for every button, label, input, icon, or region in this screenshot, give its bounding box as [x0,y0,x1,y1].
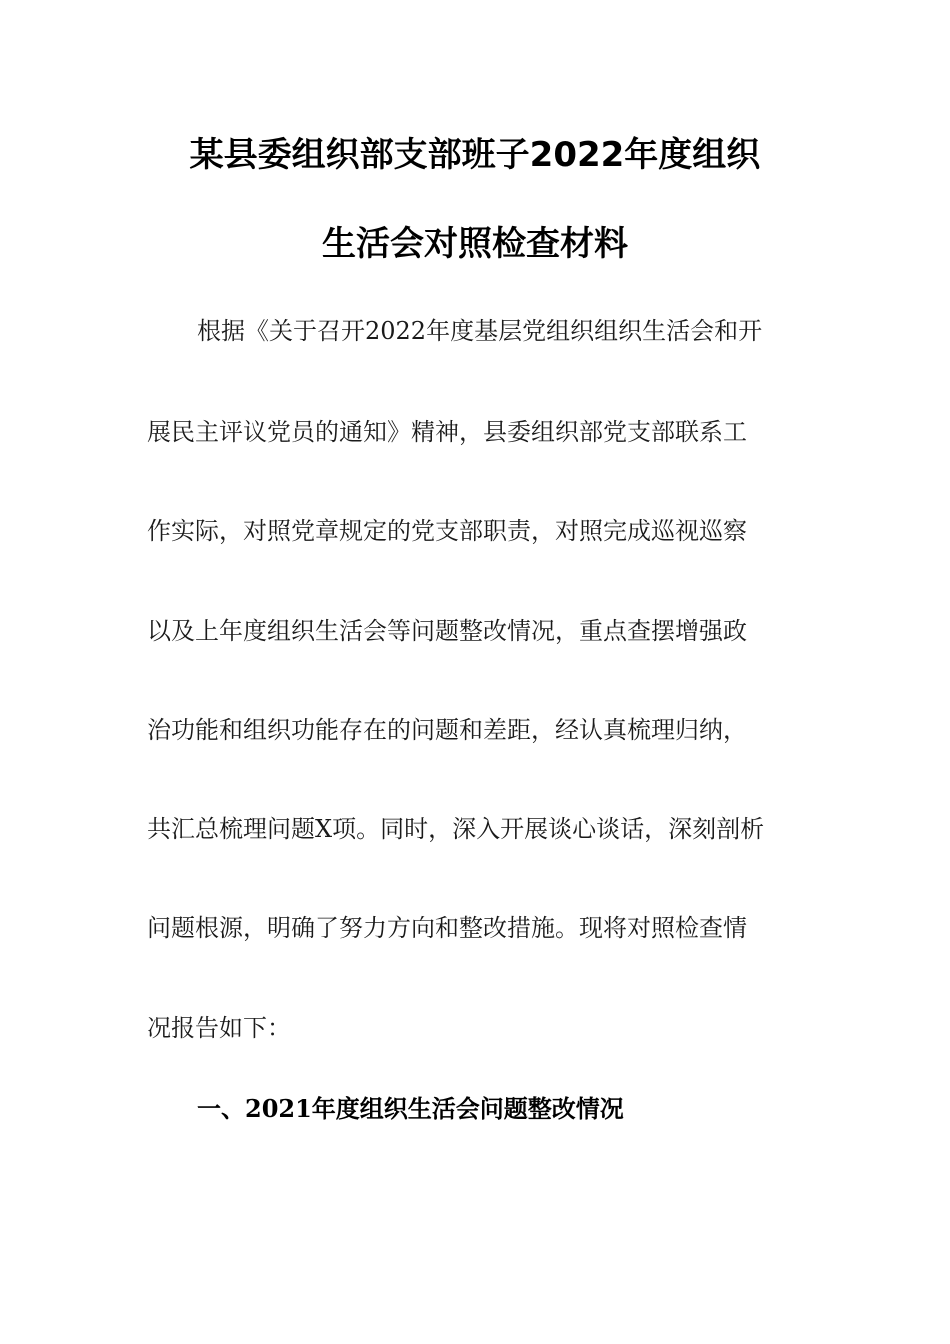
section-heading: 一、2021年度组织生活会问题整改情况 [197,1094,624,1123]
paragraph-line-2: 展民主评议党员的通知》精神，县委组织部党支部联系工 [147,418,747,446]
paragraph-line-3: 作实际，对照党章规定的党支部职责，对照完成巡视巡察 [147,517,747,545]
paragraph-line-7: 问题根源，明确了努力方向和整改措施。现将对照检查情 [147,914,747,942]
paragraph-line-4: 以及上年度组织生活会等问题整改情况，重点查摆增强政 [147,617,747,645]
paragraph-line-8: 况报告如下： [147,1014,291,1042]
document-title-line-1: 某县委组织部支部班子2022年度组织 [189,135,761,175]
paragraph-line-1: 根据《关于召开2022年度基层党组织组织生活会和开 [197,317,763,345]
document-title-line-2: 生活会对照检查材料 [322,224,628,264]
paragraph-line-5: 治功能和组织功能存在的问题和差距，经认真梳理归纳， [147,716,747,744]
paragraph-line-6: 共汇总梳理问题X项。同时，深入开展谈心谈话，深刻剖析 [147,815,765,843]
